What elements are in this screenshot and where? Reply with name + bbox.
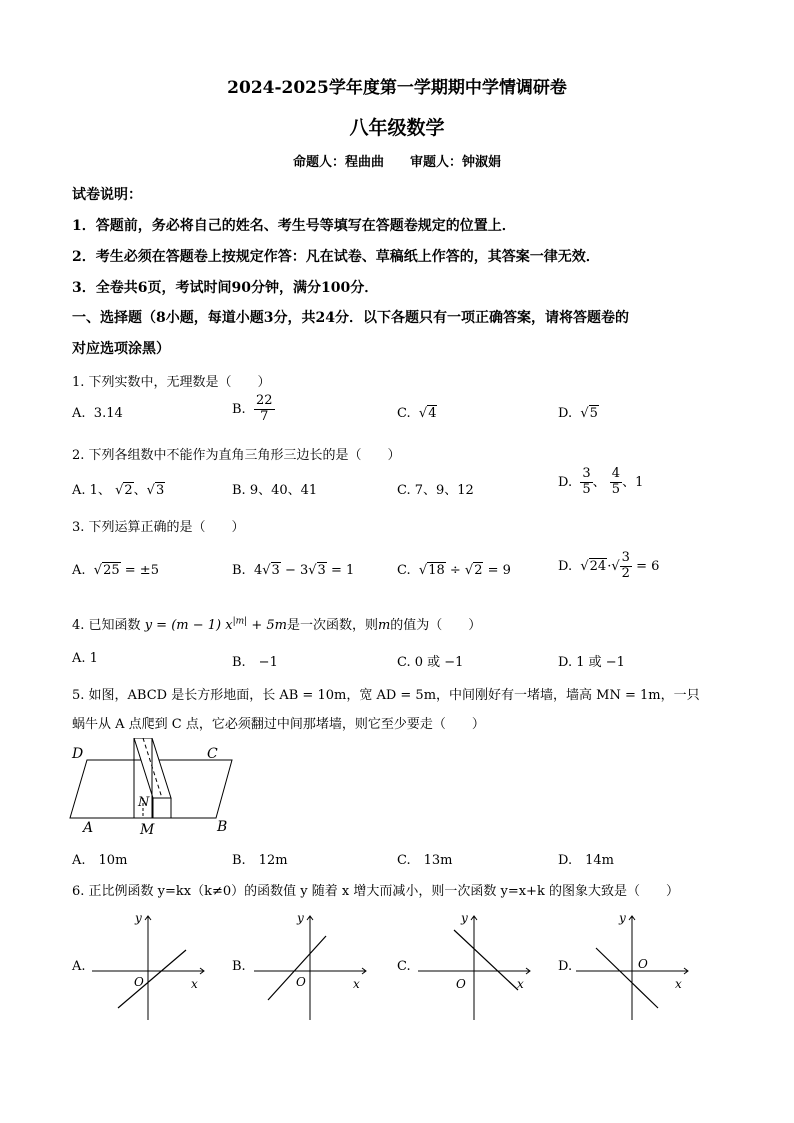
q2-option-b: B. 9、40、41 (232, 483, 318, 498)
coefficient: 4 (253, 563, 263, 578)
option-label: A. (72, 563, 86, 578)
q3-option-b: B. 4√3 − 3√3 = 1 (232, 563, 355, 578)
question-2-stem: 2. 下列各组数中不能作为直角三角形三边长的是（ ） (72, 448, 401, 463)
expression: = 6 (636, 558, 660, 574)
question-3-stem: 3. 下列运算正确的是（ ） (72, 520, 245, 535)
q5-option-a: A. 10m (72, 853, 128, 868)
option-label: B. (232, 401, 246, 417)
q5-option-c: C. 13m (397, 853, 453, 868)
x-label: x (353, 977, 360, 991)
fraction (610, 467, 622, 498)
option-label: C. (397, 406, 411, 421)
graph-option-c (414, 908, 536, 1024)
option-label: D. (558, 558, 573, 574)
q4-option-c: C. 0 或 −1 (397, 655, 464, 670)
radicand: 4 (428, 406, 437, 421)
option-label: D. (558, 406, 573, 421)
x-label: x (191, 977, 198, 991)
question-6-stem: 6. 正比例函数 y=kx（k≠0）的函数值 y 随着 x 增大而减小，则一次函数 y=x+k 的图象大致是（ ） (72, 884, 679, 899)
separator: 、 (592, 474, 606, 490)
q3-option-d: D. √24·√ $\frac{3}{2}$ = 6 (558, 550, 660, 581)
exam-title: 2024-2025学年度第一学期期中学情调研卷 (227, 78, 567, 98)
q5-option-d: D. 14m (558, 853, 614, 868)
function-line (268, 936, 326, 1000)
section-heading: 一、选择题（8小题，每道小题3分，共24分．以下各题只有一项正确答案，请将答题卷的 (72, 310, 629, 326)
fraction (254, 394, 275, 425)
q3-option-c: C. √18 ÷ √2 = 9 (397, 563, 511, 578)
numerator: 4 (611, 466, 621, 481)
q1-option-b (232, 394, 275, 425)
separator: 、 (133, 483, 147, 498)
graph-option-a (88, 908, 210, 1024)
formula: + 5m (251, 618, 287, 633)
x-label: x (675, 977, 682, 991)
fraction (580, 467, 592, 498)
wall-rectangle-figure (66, 738, 246, 838)
label-d: D (72, 746, 84, 762)
stem-text: 是一次函数，则 (286, 618, 378, 633)
numerator: 3 (582, 466, 591, 481)
option-label: C. (397, 563, 411, 578)
q1-option-c: C. √4 (397, 406, 437, 421)
instruction-item: 2．考生必须在答题卷上按规定作答：凡在试卷、草稿纸上作答的，其答案一律无效． (72, 249, 600, 265)
fraction (620, 551, 632, 582)
variable: m (377, 618, 391, 633)
graph-label-b: B. (232, 959, 246, 974)
expression: = 9 (487, 563, 511, 578)
graph-option-b (250, 908, 372, 1024)
option-value: 3.14 (93, 406, 123, 421)
x-label: x (517, 977, 524, 991)
label-a: A (83, 820, 94, 836)
numerator: 3 (621, 550, 630, 565)
question-5-stem: 5. 如图，ABCD 是长方形地面，长 AB = 10m，宽 AD = 5m，中间刚好有一堵墙，墙高 MN = 1m，一只 (72, 688, 700, 703)
q4-option-d: D. 1 或 −1 (558, 655, 625, 670)
option-label: D. (558, 474, 573, 490)
q4-option-b: B. −1 (232, 655, 278, 670)
question-4-stem (72, 614, 481, 633)
y-label: y (619, 911, 626, 925)
option-label: A. (72, 406, 86, 421)
label-c: C (207, 746, 218, 762)
origin-label: O (134, 975, 144, 989)
denominator: 5 (582, 481, 591, 497)
radicand: 24 (589, 558, 607, 574)
exponent: |m| (232, 616, 248, 627)
function-line (118, 950, 186, 1008)
denominator: 5 (611, 481, 621, 497)
denominator: 2 (621, 565, 630, 581)
graph-label-d: D. (558, 959, 573, 974)
q4-option-a: A. 1 (72, 651, 98, 666)
numerator: 22 (255, 393, 273, 408)
graph-label-a: A. (72, 959, 86, 974)
radicand: 25 (103, 563, 120, 578)
operator: · (607, 558, 612, 574)
y-label: y (135, 911, 142, 925)
instruction-item: 1．答题前，务必将自己的姓名、考生号等填写在答题卷规定的位置上． (72, 218, 516, 234)
radicand: 18 (428, 563, 445, 578)
instructions-heading: 试卷说明： (72, 187, 142, 203)
y-label: y (297, 911, 304, 925)
exam-authors: 命题人：程曲曲 审题人：钟淑娟 (292, 155, 501, 170)
radicand: 3 (155, 483, 165, 498)
expression: = 1 (330, 563, 355, 578)
question-1-stem: 1. 下列实数中，无理数是（ ） (72, 375, 271, 390)
stem-text: 的值为（ ） (390, 618, 482, 633)
radicand: 2 (474, 563, 483, 578)
origin-label: O (638, 957, 648, 971)
label-b: B (217, 819, 228, 835)
radicand: 3 (271, 563, 280, 578)
option-label: B. (232, 563, 246, 578)
q3-option-a: A. √25 = ±5 (72, 563, 159, 578)
radicand: 3 (317, 563, 326, 578)
expression: = ±5 (124, 563, 159, 578)
option-label: A. 1、 (72, 483, 111, 498)
origin-label: O (456, 977, 466, 991)
label-m: M (140, 822, 155, 838)
section-heading-cont: 对应选项涂黑） (72, 341, 170, 357)
y-label: y (461, 911, 468, 925)
expression: − 3 (284, 563, 309, 578)
operator: ÷ (449, 563, 461, 578)
q1-option-a (72, 406, 123, 421)
q5-option-b: B. 12m (232, 853, 288, 868)
formula: y = (m − 1) x (144, 618, 233, 633)
radicand: 5 (589, 406, 598, 421)
q2-option-c: C. 7、9、12 (397, 483, 474, 498)
exam-subtitle: 八年级数学 (349, 117, 445, 139)
denominator: 7 (260, 408, 269, 424)
graph-label-c: C. (397, 959, 411, 974)
question-5-stem-cont: 蜗牛从 A 点爬到 C 点，它必须翻过中间那堵墙，则它至少要走（ ） (72, 717, 485, 732)
label-n: N (138, 795, 150, 810)
radicand: 2 (124, 483, 133, 498)
q1-option-d: D. √5 (558, 406, 598, 421)
stem-text: 4. 已知函数 (72, 618, 141, 633)
graph-option-d (572, 908, 694, 1024)
origin-label: O (296, 975, 306, 989)
q2-option-d (558, 467, 643, 498)
q2-option-a: A. 1、 √2、√3 (72, 483, 165, 498)
function-line (596, 948, 658, 1008)
separator: 、1 (622, 474, 644, 490)
instruction-item: 3．全卷共6页，考试时间90分钟，满分100分． (72, 280, 379, 296)
